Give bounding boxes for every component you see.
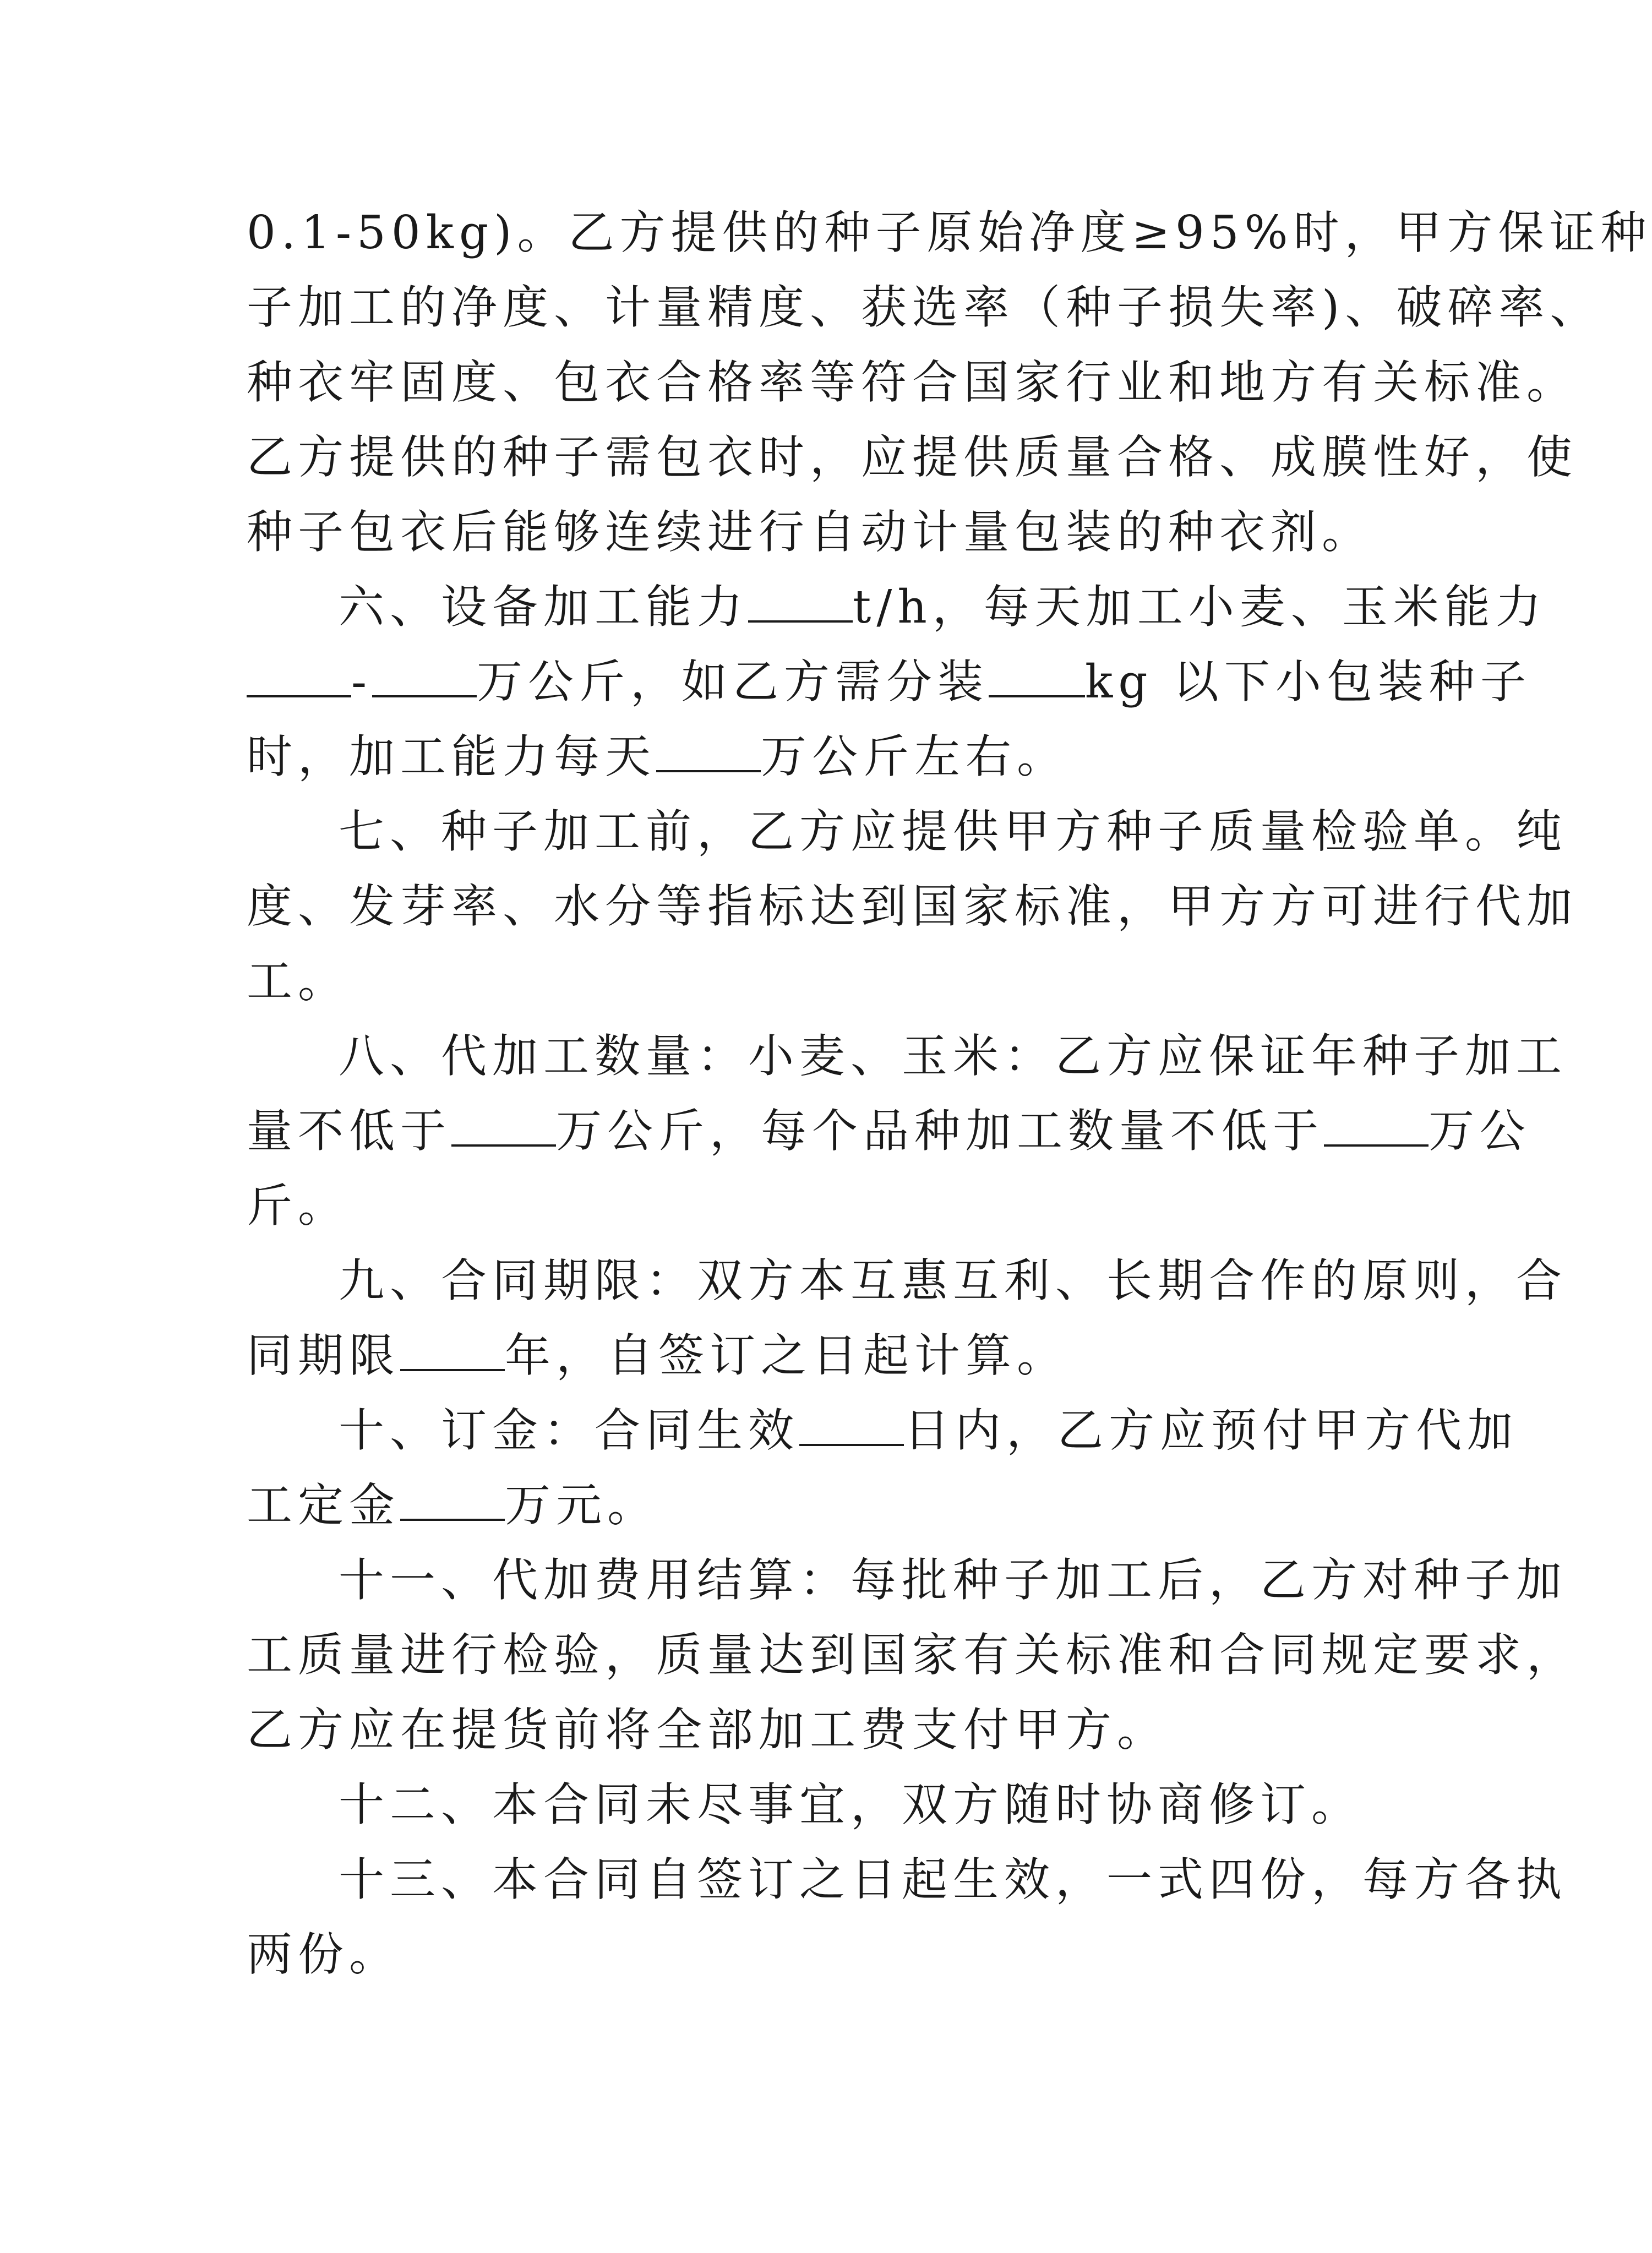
text-line: 工质量进行检验，质量达到国家有关标准和合同规定要求， xyxy=(247,1628,1578,1682)
text-line: 时，加工能力每天 万公斤左右。 xyxy=(247,730,1068,783)
text-line: 量不低于 万公斤，每个品种加工数量不低于 万公 xyxy=(247,1104,1531,1158)
fill-blank xyxy=(1324,1110,1429,1147)
text-line: 同期限 年，自签订之日起计算。 xyxy=(247,1329,1068,1382)
clause-8-line: 八、代加工数量：小麦、玉米：乙方应保证年种子加工 xyxy=(339,1029,1567,1083)
fill-blank xyxy=(989,661,1085,697)
text-line: 工。 xyxy=(247,954,349,1008)
fill-blank xyxy=(748,586,853,623)
contract-body xyxy=(247,195,1652,1992)
fill-blank xyxy=(799,1410,904,1446)
clause-7-line: 七、种子加工前，乙方应提供甲方种子质量检验单。纯 xyxy=(339,805,1567,858)
text-line: 斤。 xyxy=(247,1179,349,1232)
clause-9-line: 九、合同期限：双方本互惠互利、长期合作的原则，合 xyxy=(339,1254,1567,1307)
clause-6-line: 六、设备加工能力 t/h，每天加工小麦、玉米能力 xyxy=(339,580,1547,634)
fill-blank xyxy=(451,1110,556,1147)
text-line: 乙方提供的种子需包衣时，应提供质量合格、成膜性好，使 xyxy=(247,430,1578,484)
text-line: 两份。 xyxy=(247,1928,400,1981)
clause-11-line: 十一、代加费用结算：每批种子加工后，乙方对种子加 xyxy=(339,1553,1567,1607)
clause-13-line: 十三、本合同自签订之日起生效，一式四份，每方各执 xyxy=(339,1853,1567,1906)
text-line: 子加工的净度、计量精度、获选率（种子损失率)、破碎率、 xyxy=(247,281,1601,334)
text-line: - 万公斤，如乙方需分装 kg 以下小包装种子 xyxy=(247,645,1353,719)
text-line: 种子包衣后能够连续进行自动计量包装的种衣剂。 xyxy=(247,505,1373,559)
text-line: 乙方应在提货前将全部加工费支付甲方。 xyxy=(247,1703,1168,1756)
text-line: 工定金 万元。 xyxy=(247,1479,658,1532)
text-line: 种衣牢固度、包衣合格率等符合国家行业和地方有关标准。 xyxy=(247,356,1578,409)
fill-blank xyxy=(372,661,477,697)
clause-12-line: 十二、本合同未尽事宜，双方随时协商修订。 xyxy=(339,1778,1362,1831)
fill-blank xyxy=(400,1485,505,1521)
text-line: 0.1-50kg)。乙方提供的种子原始净度≥95%时，甲方保证种 xyxy=(247,206,1652,259)
fill-blank xyxy=(400,1335,505,1371)
text-line: 度、发芽率、水分等指标达到国家标准，甲方方可进行代加 xyxy=(247,880,1578,933)
fill-blank xyxy=(656,736,761,772)
clause-10-line: 十、订金：合同生效 日内，乙方应预付甲方代加 xyxy=(339,1404,1518,1457)
fill-blank xyxy=(247,661,351,697)
